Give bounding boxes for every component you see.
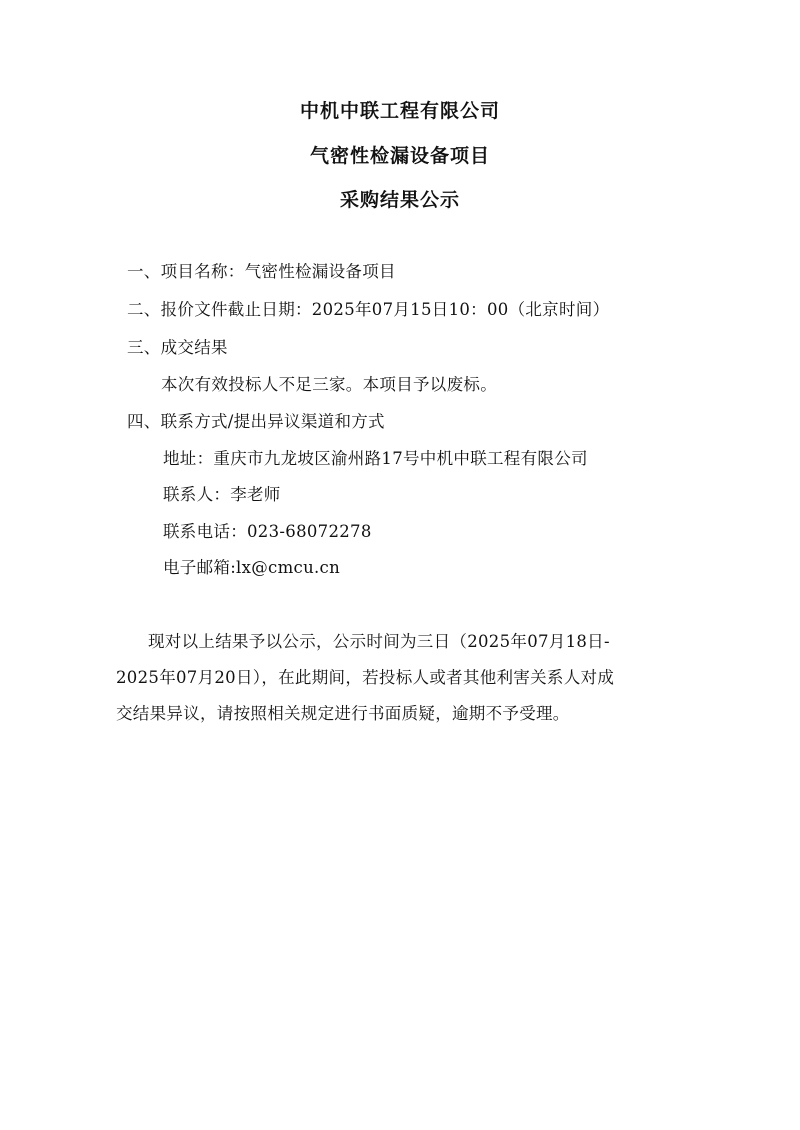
notice-line-2: 2025年07月20日），在此期间，若投标人或者其他利害关系人对成 xyxy=(116,668,615,687)
section-contact-heading: 四、联系方式/提出异议渠道和方式 xyxy=(127,412,385,431)
document-title: 采购结果公示 xyxy=(339,189,460,211)
section-deadline: 二、报价文件截止日期：2025年07月15日10：00（北京时间） xyxy=(127,300,610,319)
contact-address: 地址：重庆市九龙坡区渝州路17号中机中联工程有限公司 xyxy=(163,449,588,468)
section-result-heading: 三、成交结果 xyxy=(127,338,228,357)
contact-phone: 联系电话：023-68072278 xyxy=(163,522,372,541)
notice-line-3: 交结果异议，请按照相关规定进行书面质疑，逾期不予受理。 xyxy=(116,704,570,723)
notice-line-1: 现对以上结果予以公示，公示时间为三日（2025年07月18日- xyxy=(148,632,610,651)
section-project-name: 一、项目名称：气密性检漏设备项目 xyxy=(127,262,396,281)
contact-person: 联系人：李老师 xyxy=(163,485,281,504)
company-title: 中机中联工程有限公司 xyxy=(299,100,500,122)
project-title: 气密性检漏设备项目 xyxy=(309,145,490,167)
contact-email: 电子邮箱:lx@cmcu.cn xyxy=(163,558,341,577)
section-result-body: 本次有效投标人不足三家。本项目予以废标。 xyxy=(161,375,497,394)
